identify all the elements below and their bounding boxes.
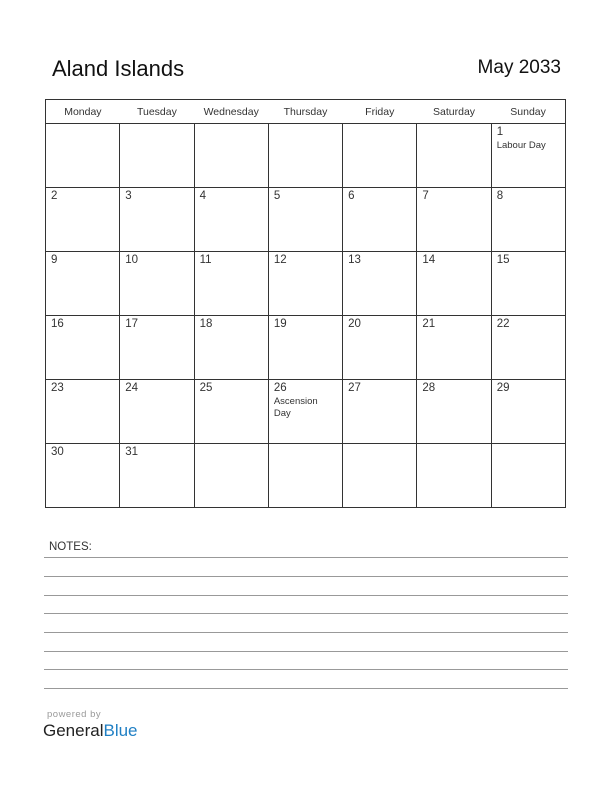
calendar-day-cell bbox=[268, 380, 342, 444]
day-number: 4 bbox=[199, 190, 206, 202]
note-line bbox=[44, 651, 568, 652]
calendar-day-cell bbox=[491, 316, 565, 380]
calendar-day-cell bbox=[194, 380, 268, 444]
weekday-thursday: Thursday bbox=[268, 100, 342, 124]
calendar-day-cell bbox=[194, 444, 268, 508]
calendar-week-row bbox=[46, 188, 566, 252]
calendar-day-cell bbox=[491, 444, 565, 508]
calendar-day-cell bbox=[46, 188, 120, 252]
calendar-day-cell bbox=[194, 316, 268, 380]
day-number: 30 bbox=[51, 446, 64, 458]
calendar-day-cell bbox=[343, 252, 417, 316]
calendar-day-cell bbox=[120, 252, 194, 316]
day-number: 5 bbox=[273, 190, 281, 202]
calendar-week-row bbox=[46, 380, 566, 444]
day-number: 24 bbox=[125, 382, 139, 394]
calendar-day-cell bbox=[491, 252, 565, 316]
calendar-day-cell bbox=[343, 444, 417, 508]
note-line bbox=[44, 613, 568, 614]
weekday-friday: Friday bbox=[343, 100, 417, 124]
calendar-day-cell bbox=[417, 444, 491, 508]
holiday-label: Labour Day bbox=[496, 140, 546, 151]
day-number: 18 bbox=[199, 318, 213, 330]
calendar-grid bbox=[45, 99, 566, 508]
day-number: 6 bbox=[348, 190, 355, 202]
note-line bbox=[44, 669, 568, 670]
day-number: 29 bbox=[496, 382, 510, 394]
calendar-day-cell bbox=[417, 188, 491, 252]
calendar-day-cell bbox=[343, 124, 417, 188]
calendar-day-cell bbox=[268, 444, 342, 508]
calendar-day-cell bbox=[268, 316, 342, 380]
calendar-day-cell bbox=[491, 188, 565, 252]
day-number: 17 bbox=[125, 318, 139, 330]
note-line bbox=[44, 688, 568, 689]
weekday-sunday: Sunday bbox=[491, 100, 565, 124]
day-number: 19 bbox=[273, 318, 287, 330]
note-line bbox=[44, 595, 568, 596]
day-number: 7 bbox=[422, 190, 429, 202]
calendar-day-cell bbox=[268, 188, 342, 252]
calendar-week-row bbox=[46, 444, 566, 508]
calendar-day-cell bbox=[46, 316, 120, 380]
calendar-day-cell bbox=[491, 124, 565, 188]
day-number: 1 bbox=[496, 126, 504, 138]
powered-by-text: powered by bbox=[47, 709, 102, 720]
calendar-day-cell bbox=[194, 188, 268, 252]
weekday-tuesday: Tuesday bbox=[120, 100, 194, 124]
calendar-week-row bbox=[46, 316, 566, 380]
calendar-day-cell bbox=[46, 444, 120, 508]
calendar-day-cell bbox=[268, 252, 342, 316]
calendar-day-cell bbox=[46, 380, 120, 444]
calendar-day-cell bbox=[46, 124, 120, 188]
day-number: 3 bbox=[125, 190, 132, 202]
day-number: 11 bbox=[199, 254, 212, 266]
day-number: 23 bbox=[51, 382, 64, 394]
weekday-header-row bbox=[46, 100, 566, 124]
weekday-monday: Monday bbox=[46, 100, 120, 124]
day-number: 10 bbox=[125, 254, 139, 266]
day-number: 26 bbox=[273, 382, 287, 394]
calendar-week-row bbox=[46, 124, 566, 188]
brand-blue: Blue bbox=[103, 721, 138, 740]
day-number: 16 bbox=[51, 318, 64, 330]
calendar-day-cell bbox=[491, 380, 565, 444]
day-number: 9 bbox=[51, 254, 58, 266]
calendar-day-cell bbox=[343, 188, 417, 252]
brand-logo bbox=[43, 721, 138, 741]
calendar-day-cell bbox=[194, 124, 268, 188]
calendar-day-cell bbox=[194, 252, 268, 316]
calendar-day-cell bbox=[120, 124, 194, 188]
calendar-day-cell bbox=[343, 380, 417, 444]
day-number: 2 bbox=[51, 190, 58, 202]
note-line bbox=[44, 632, 568, 633]
calendar-day-cell bbox=[343, 316, 417, 380]
day-number: 25 bbox=[199, 382, 213, 394]
calendar-day-cell bbox=[120, 316, 194, 380]
day-number: 15 bbox=[496, 254, 510, 266]
day-number: 20 bbox=[348, 318, 361, 330]
day-number: 31 bbox=[125, 446, 139, 458]
notes-label: NOTES: bbox=[49, 541, 92, 553]
calendar-day-cell bbox=[120, 188, 194, 252]
month-year-title: May 2033 bbox=[477, 57, 561, 78]
calendar-day-cell bbox=[268, 124, 342, 188]
day-number: 28 bbox=[422, 382, 436, 394]
day-number: 13 bbox=[348, 254, 361, 266]
calendar-day-cell bbox=[417, 124, 491, 188]
calendar-day-cell bbox=[417, 380, 491, 444]
calendar-day-cell bbox=[120, 444, 194, 508]
day-number: 14 bbox=[422, 254, 436, 266]
note-line bbox=[44, 576, 568, 577]
note-line bbox=[44, 557, 568, 558]
day-number: 8 bbox=[496, 190, 504, 202]
holiday-label: Ascension Day bbox=[273, 396, 318, 419]
day-number: 21 bbox=[422, 318, 436, 330]
calendar-day-cell bbox=[46, 252, 120, 316]
calendar-day-cell bbox=[120, 380, 194, 444]
day-number: 12 bbox=[273, 254, 287, 266]
calendar-day-cell bbox=[417, 252, 491, 316]
calendar-day-cell bbox=[417, 316, 491, 380]
day-number: 22 bbox=[496, 318, 510, 330]
country-title: Aland Islands bbox=[52, 56, 185, 81]
weekday-saturday: Saturday bbox=[417, 100, 491, 124]
day-number: 27 bbox=[348, 382, 361, 394]
calendar-week-row bbox=[46, 252, 566, 316]
weekday-wednesday: Wednesday bbox=[194, 100, 268, 124]
brand-general: General bbox=[43, 721, 104, 740]
